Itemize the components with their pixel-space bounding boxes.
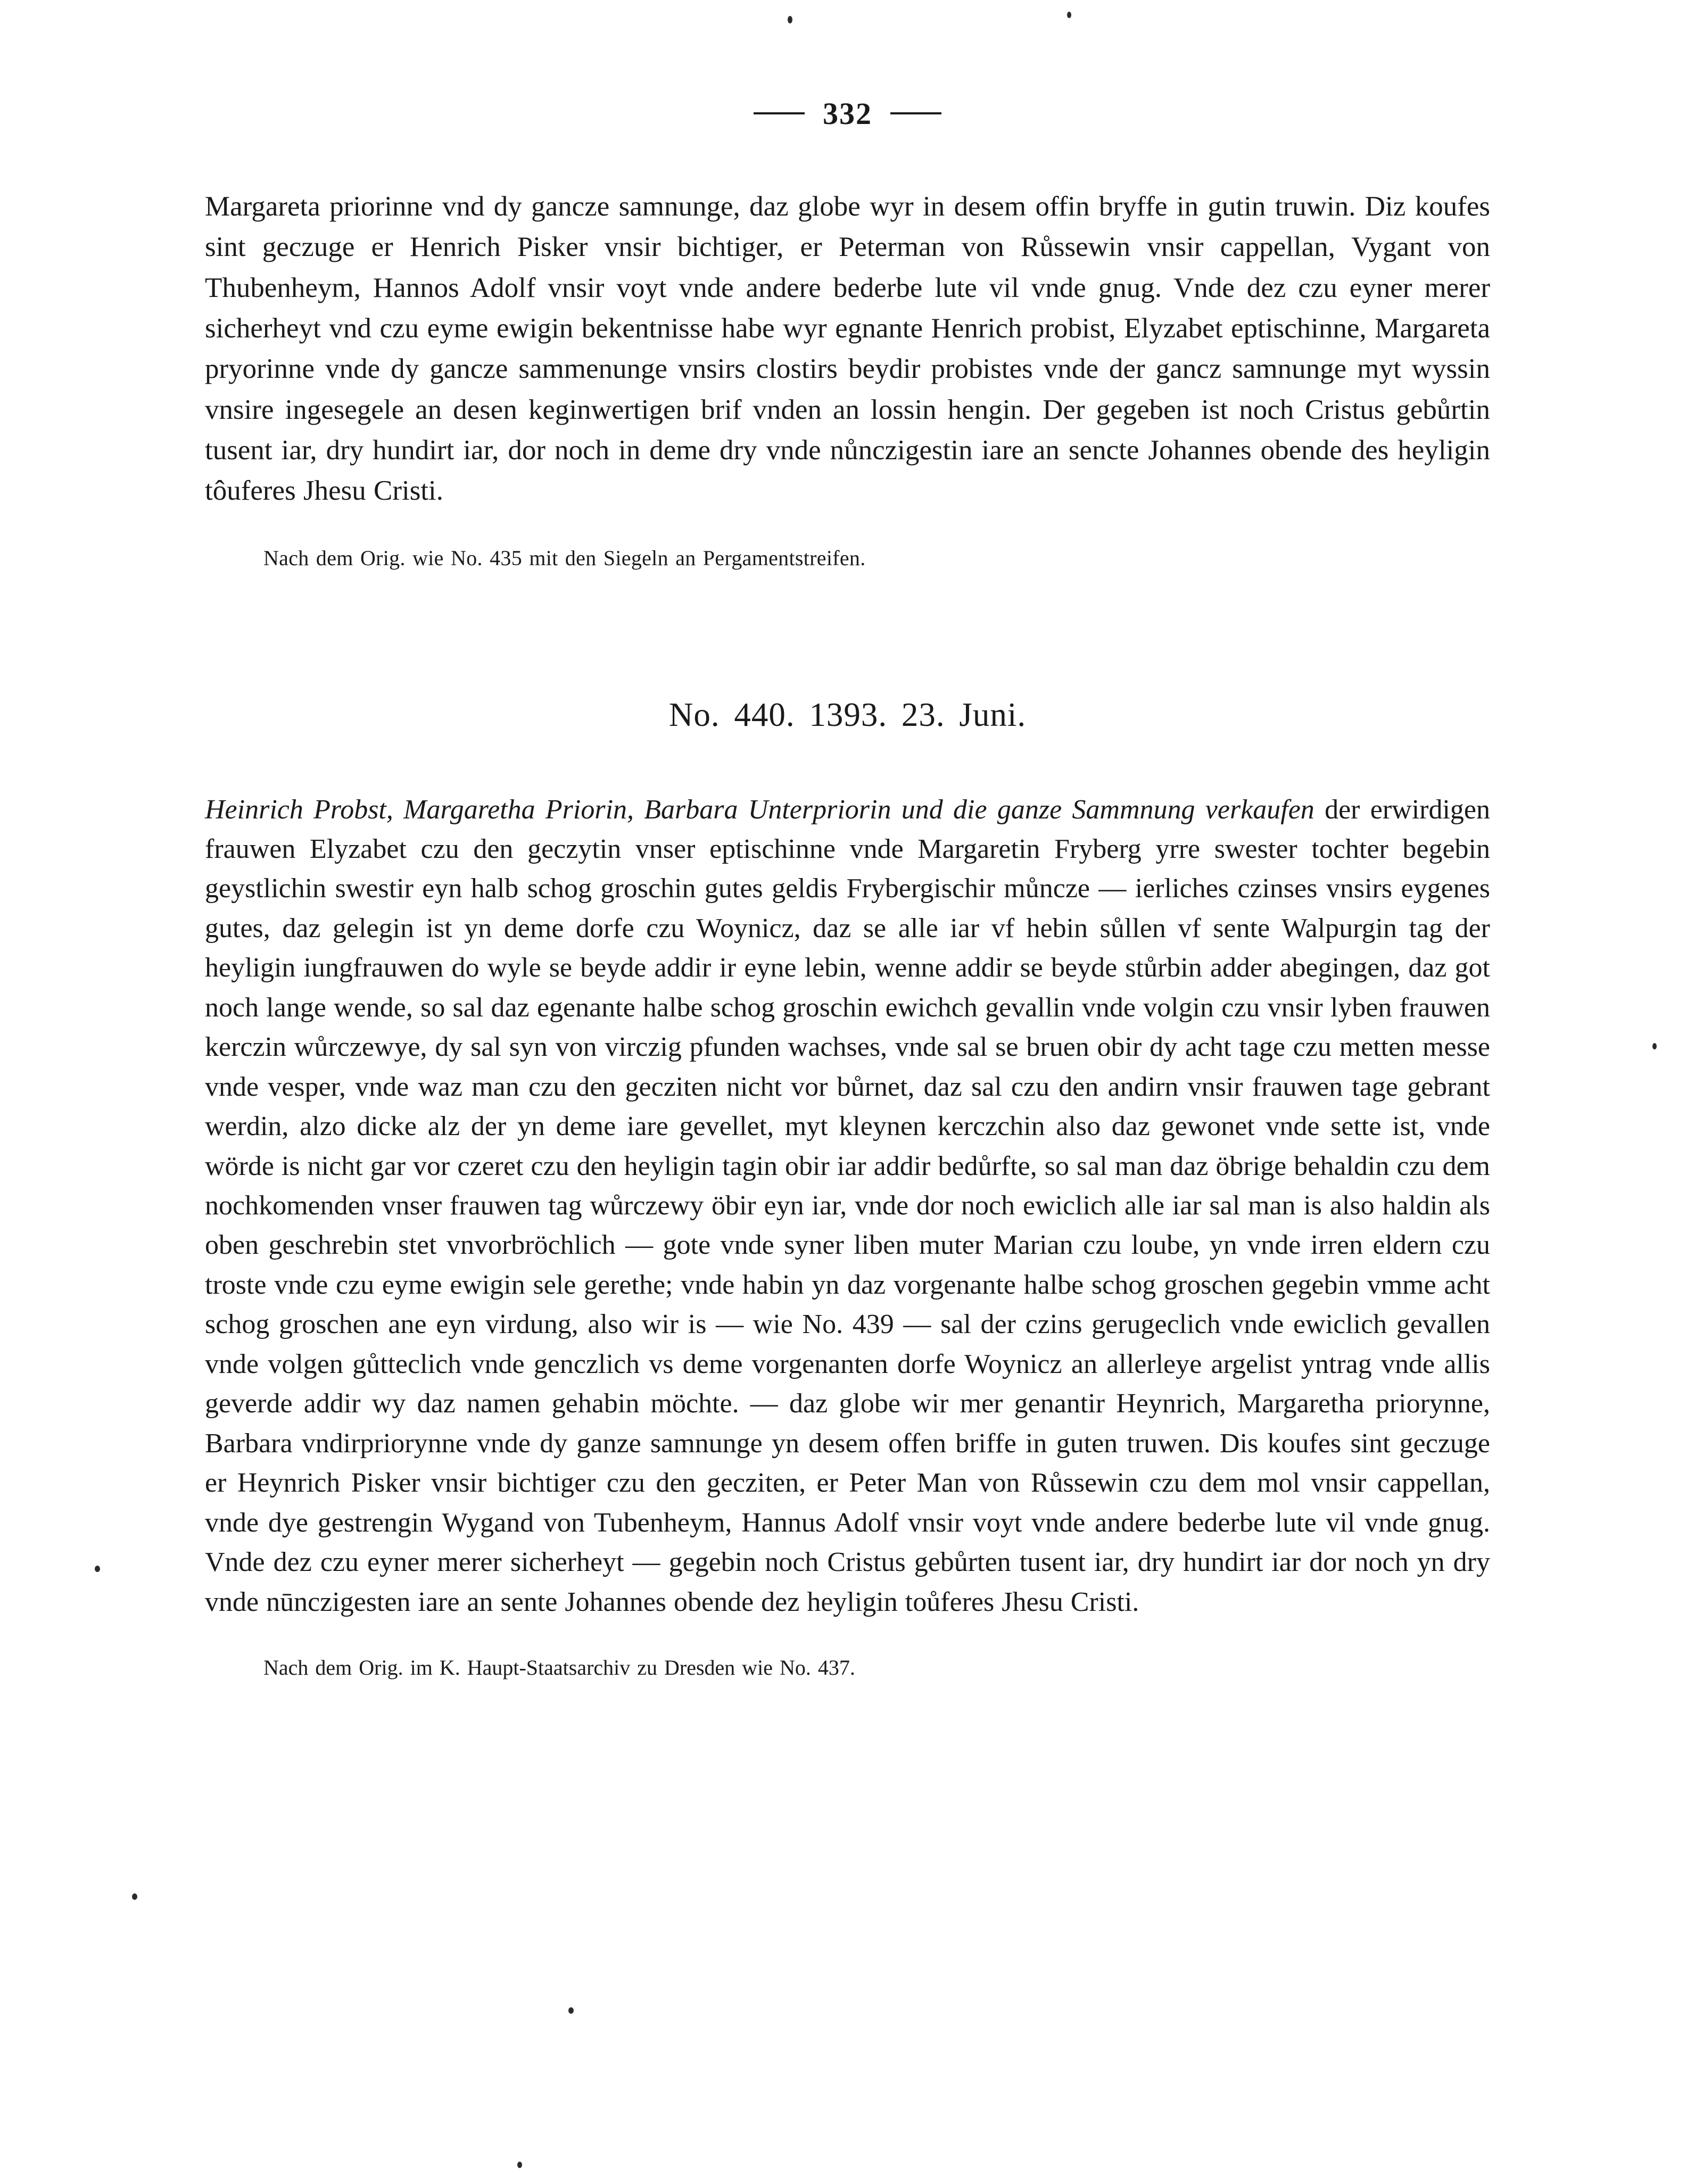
scan-speck [568,2007,574,2014]
entry-title: No. 440. 1393. 23. Juni. [668,696,1027,733]
entry-regest-rest: der erwirdigen frauwen Elyzabet czu den geczytin vnser eptischinne vnde Margaretin Fryberg yrre swester tochter begebin geystlichin swestir eyn halb schog groschin gutes geldis Frybergischir můncze — ierliches czinses vnsirs eygenes gutes, daz gelegin ist yn deme dorfe czu Woynicz, daz se alle iar vf hebin sůllen vf sente Walpurgin tag der heyligin iungfrauwen do wyle se beyde addir ir eyne lebin, wenne addir se beyde stůrbin adder abegingen, daz got noch lange wende, so sal daz egenante halbe schog groschin ewichch gevallin vnde volgin czu vnsir lyben frauwen kerczin wůrczewye, dy sal syn von virczig pfunden wachses, vnde sal se bruen obir dy acht tage czu metten messe vnde vesper, vnde waz man czu den gecziten nicht vor bůrnet, daz sal czu den andirn vnsir frauwen tage gebrant werdin, alzo dicke alz der yn deme iare gevellet, myt kleynen kerczchin also daz gewonet vnde sette ist, vnde wörde is nicht gar vor czeret czu den heyligin tagin obir iar addir bedůrfte, so sal man daz öbrige behaldin czu dem nochkomenden vnser frauwen tag wůrczewy öbir eyn iar, vnde dor noch ewiclich alle iar sal man is also haldin als oben geschrebin stet vnvorbröchlich — gote vnde syner liben muter Marian czu loube, yn vnde irren eldern czu troste vnde czu eyme ewigin sele gerethe; vnde habin yn daz vorgenante halbe schog groschen gegebin vmme acht schog groschen ane eyn virdung, also wir is — wie No. 439 — sal der czins gerugeclich vnde ewiclich gevallen vnde volgen gůtteclich vnde genczlich vs deme vorgenanten dorfe Woynicz an allerleye argelist yntrag vnde allis geverde addir wy daz namen gehabin möchte. — daz globe wir mer genantir Heynrich, Margaretha priorynne, Barbara vndirpriorynne vnde dy ganze samnunge yn desem offen briffe in guten truwen. Dis koufes sint geczuge er Heynrich Pisker vnsir bichtiger czu den gecziten, er Peter Man von Růssewin czu dem mol vnsir cappellan, vnde dye gestrengin Wygand von Tubenheym, Hannus Adolf vnsir voyt vnde andere bederbe lute vil vnde gnug. Vnde dez czu eyner merer sicherheyt — gegebin noch Cristus gebůrten tusent iar, dry hundirt iar dor noch yn dry vnde nūnczigesten iare an sente Johannes obende dez heyligin toůferes Jhesu Cristi. [205,794,1491,1617]
previous-entry-text: Margareta priorinne vnd dy gancze samnunge, daz globe wyr in desem offin bryffe in gutin truwin. Diz koufes sint geczuge er Henrich Pisker vnsir bichtiger, er Peterman von Růssewin vnsir cappellan, Vygant von Thubenheym, Hannos Adolf vnsir voyt vnde andere bederbe lute vil vnde gnug. Vnde dez czu eyner merer sicherheyt vnd czu eyme ewigin bekentnisse habe wyr egnante Henrich probist, Elyzabet eptischinne, Margareta pryorinne vnde dy gancze sammenunge vnsirs clostirs beydir probistes vnde der gancz samnunge myt wyssin vnsire ingesegele an desen keginwertigen brif vnden an lossin hengin. Der gegeben ist noch Cristus gebůrtin tusent iar, dry hundirt iar, dor noch in deme dry vnde nůnczigestin iare an sencte Johannes obende des heyligin tôuferes Jhesu Cristi. [205,191,1490,507]
scan-speck [517,2162,522,2168]
entry-regest-italic: Heinrich Probst, Margaretha Priorin, Barbara Unterpriorin und die ganze Sammnung verkaufen [205,794,1314,825]
rule-right-decoration [890,112,941,114]
entry-body [205,790,1490,1623]
rule-left-decoration [754,112,805,114]
entry-source-note: Nach dem Orig. im K. Haupt-Staatsarchiv zu Dresden wie No. 437. [263,1656,855,1680]
page-number: 332 [823,96,872,131]
page-content [205,0,1490,1680]
page-number-header [205,96,1490,133]
scan-speck [1652,1043,1657,1049]
previous-entry-source-note: Nach dem Orig. wie No. 435 mit den Siegeln an Pergamentstreifen. [263,545,866,570]
scan-speck [132,1893,137,1900]
scan-speck [95,1566,100,1572]
